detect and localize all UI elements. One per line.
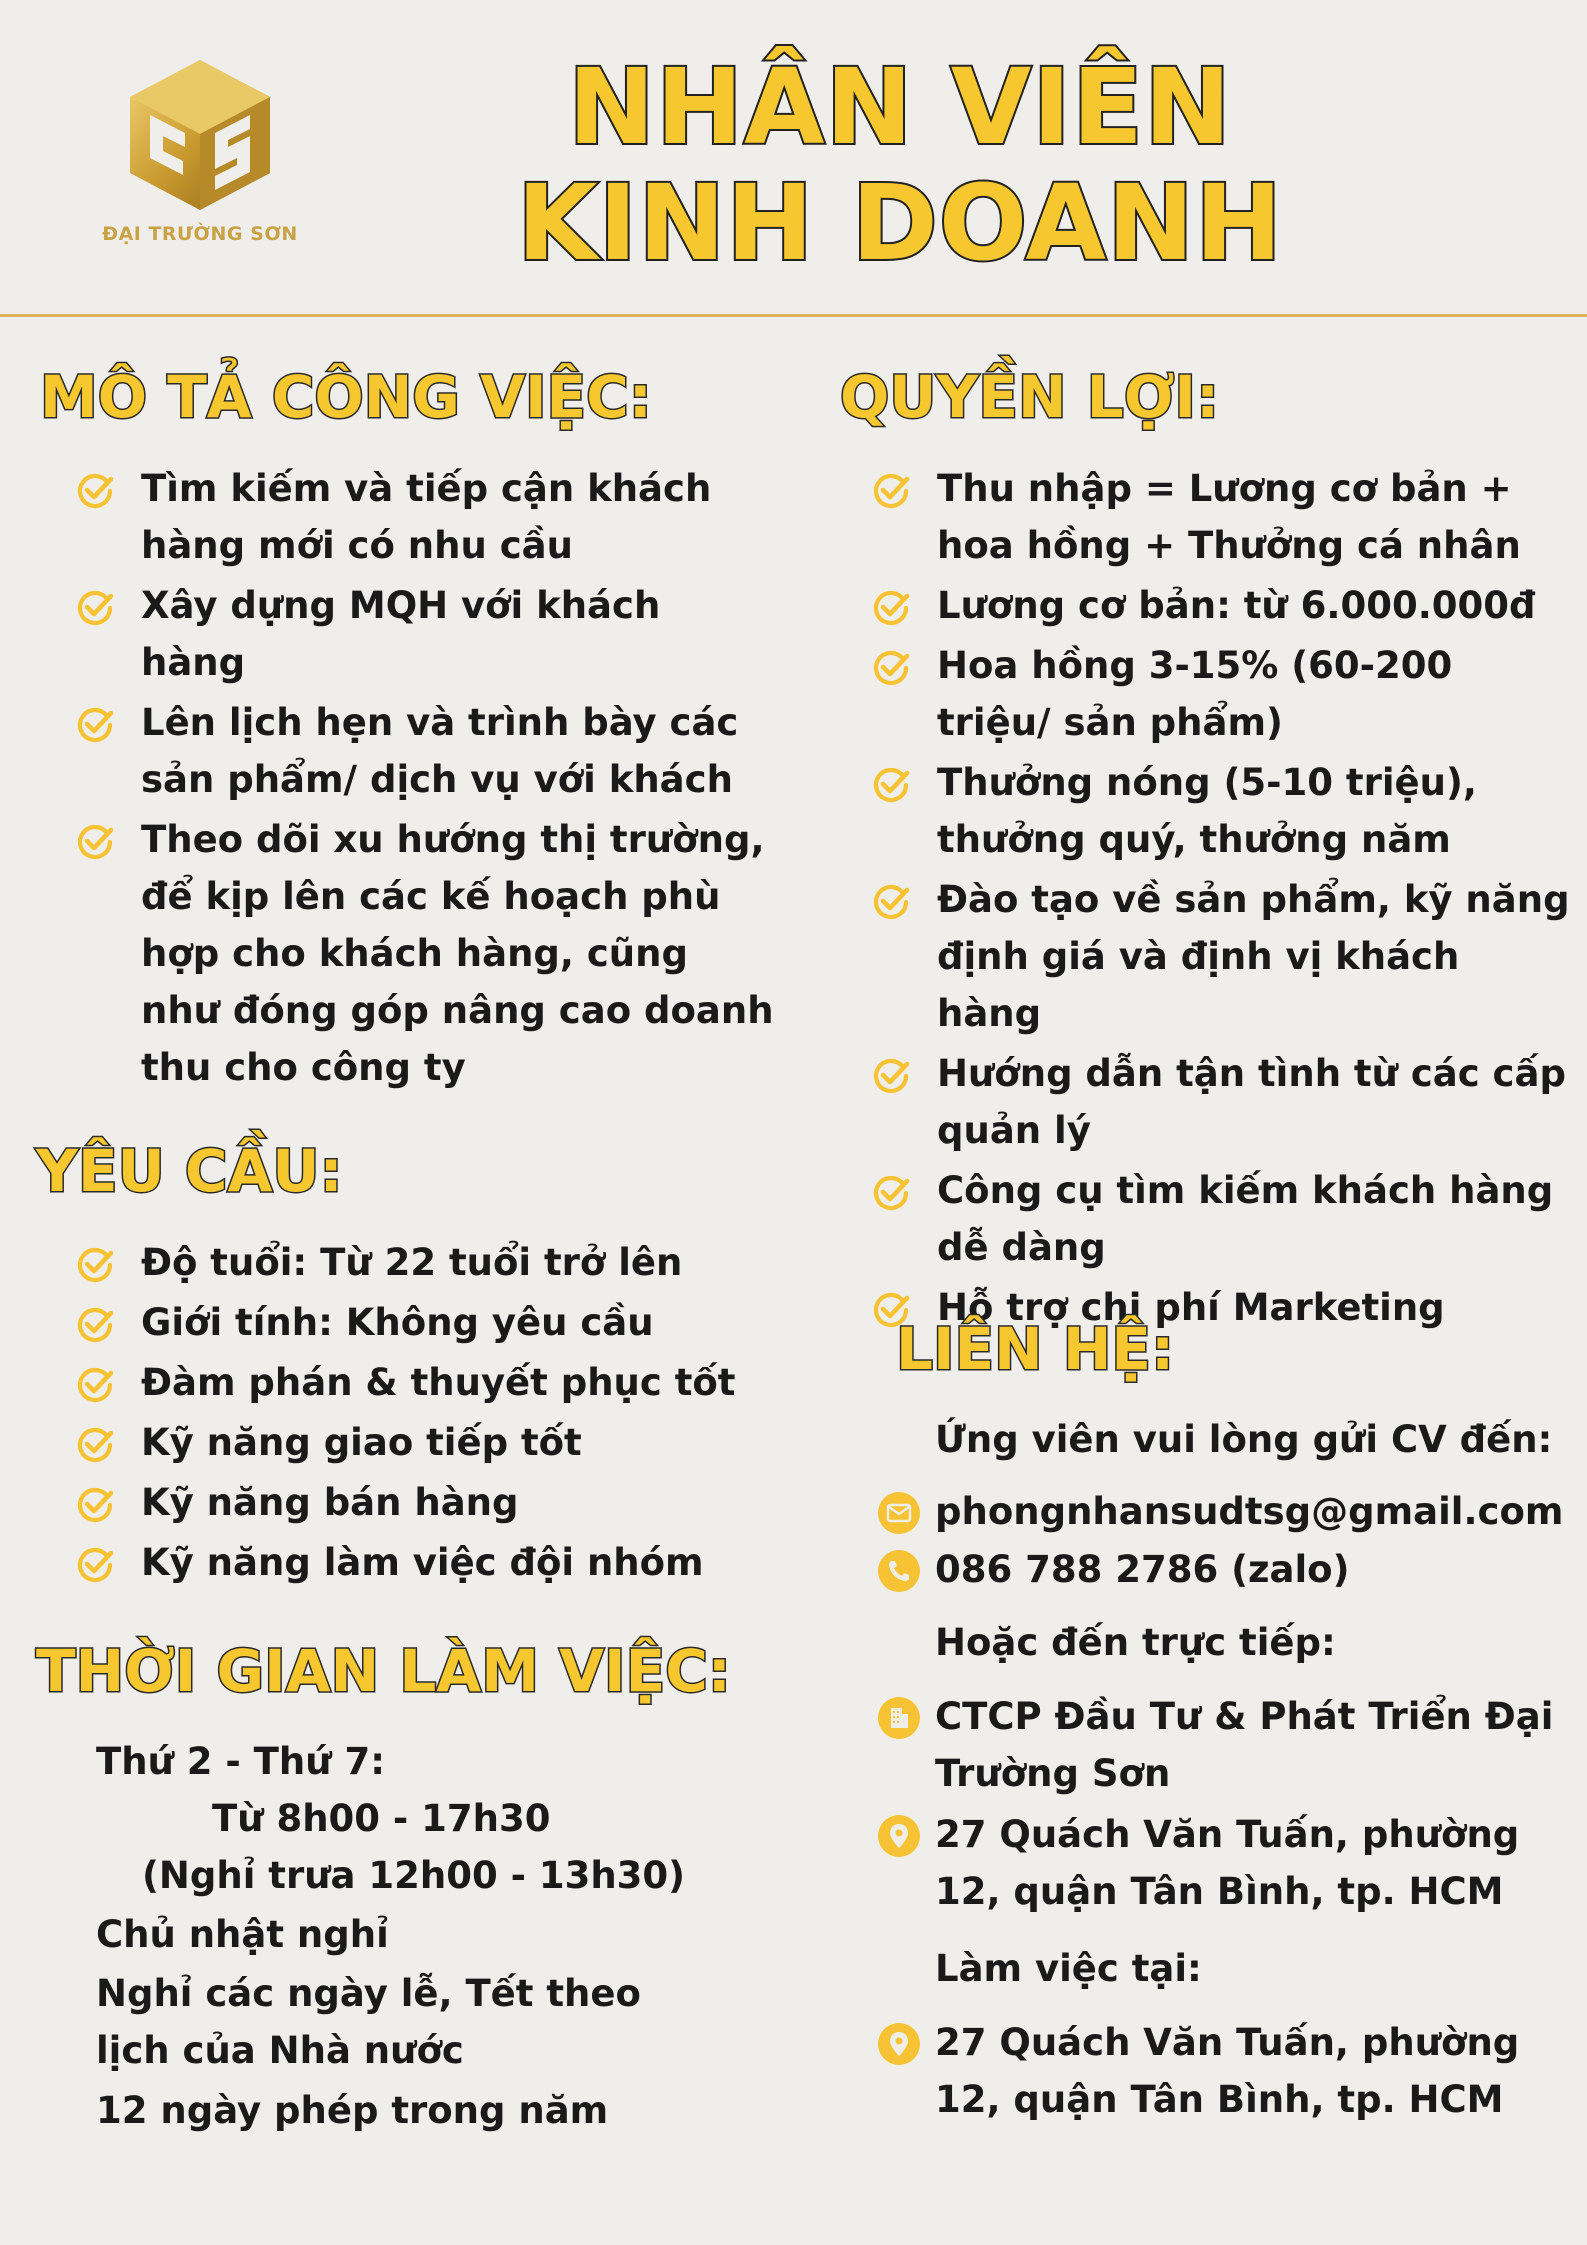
list-item: Đào tạo về sản phẩm, kỹ năng định giá và định vị khách hàng — [870, 871, 1570, 1042]
holidays-line2: lịch của Nhà nước — [96, 2029, 464, 2072]
logo-cube-icon — [125, 55, 275, 215]
office-address: 27 Quách Văn Tuấn, phường 12, quận Tân Bình, tp. HCM — [935, 1813, 1520, 1913]
location-pin-icon — [878, 1815, 920, 1857]
list-item: Đàm phán & thuyết phục tốt — [74, 1354, 794, 1411]
building-icon — [878, 1697, 920, 1739]
visit-intro: Hoặc đến trực tiếp: — [935, 1621, 1336, 1664]
check-icon — [74, 470, 116, 512]
mail-icon — [878, 1492, 920, 1534]
header-divider — [0, 314, 1587, 317]
job-description-heading: MÔ TẢ CÔNG VIỆC: — [40, 363, 652, 431]
check-icon — [74, 1244, 116, 1286]
company-name: CTCP Đầu Tư & Phát Triển Đại Trường Sơn — [935, 1695, 1554, 1795]
check-icon — [74, 1544, 116, 1586]
list-item: Giới tính: Không yêu cầu — [74, 1294, 794, 1351]
email-link[interactable]: phongnhansudtsg@gmail.com — [935, 1490, 1564, 1533]
holidays-line1: Nghỉ các ngày lễ, Tết theo — [96, 1972, 641, 2015]
list-item: Độ tuổi: Từ 22 tuổi trở lên — [74, 1234, 794, 1291]
list-item: Thu nhập = Lương cơ bản + hoa hồng + Thưởng cá nhân — [870, 460, 1570, 574]
list-item: Theo dõi xu hướng thị trường, để kịp lên các kế hoạch phù hợp cho khách hàng, cũng như đóng góp nâng cao doanh thu cho công ty — [74, 811, 774, 1096]
phone-number[interactable]: 086 788 2786 (zalo) — [935, 1548, 1350, 1591]
check-icon — [870, 647, 912, 689]
list-item: Kỹ năng giao tiếp tốt — [74, 1414, 794, 1471]
list-item: Hỗ trợ chi phí Marketing — [870, 1279, 1570, 1336]
check-icon — [74, 704, 116, 746]
page-title-line2: KINH DOANH — [516, 162, 1284, 284]
lunch-break: (Nghỉ trưa 12h00 - 13h30) — [142, 1854, 686, 1897]
check-icon — [74, 1484, 116, 1526]
list-item: Kỹ năng làm việc đội nhóm — [74, 1534, 794, 1591]
check-icon — [870, 881, 912, 923]
list-item: Hướng dẫn tận tình từ các cấp quản lý — [870, 1045, 1570, 1159]
workplace-intro: Làm việc tại: — [935, 1947, 1202, 1990]
list-item: Lương cơ bản: từ 6.000.000đ — [870, 577, 1570, 634]
contact-heading: LIÊN HỆ: — [896, 1315, 1175, 1383]
job-description-list — [74, 460, 774, 1099]
check-icon — [870, 470, 912, 512]
list-item: Công cụ tìm kiếm khách hàng dễ dàng — [870, 1162, 1570, 1276]
list-item: Hoa hồng 3-15% (60-200 triệu/ sản phẩm) — [870, 637, 1570, 751]
requirements-list — [74, 1234, 794, 1594]
list-item: Tìm kiếm và tiếp cận khách hàng mới có nhu cầu — [74, 460, 774, 574]
check-icon — [870, 1172, 912, 1214]
working-time-heading: THỜI GIAN LÀM VIỆC: — [36, 1637, 731, 1705]
location-pin-icon — [878, 2023, 920, 2065]
working-hours: Từ 8h00 - 17h30 — [212, 1797, 551, 1840]
check-icon — [74, 821, 116, 863]
annual-leave: 12 ngày phép trong năm — [96, 2089, 609, 2132]
logo-wordmark: ĐẠI TRƯỜNG SƠN — [102, 223, 298, 245]
company-logo — [90, 55, 310, 255]
check-icon — [870, 587, 912, 629]
requirements-heading: YÊU CẦU: — [36, 1137, 343, 1205]
check-icon — [74, 1424, 116, 1466]
list-item: Xây dựng MQH với khách hàng — [74, 577, 774, 691]
check-icon — [74, 1304, 116, 1346]
benefits-heading: QUYỀN LỢI: — [840, 363, 1220, 431]
phone-icon — [878, 1550, 920, 1592]
check-icon — [870, 1055, 912, 1097]
check-icon — [74, 1364, 116, 1406]
list-item: Kỹ năng bán hàng — [74, 1474, 794, 1531]
check-icon — [870, 764, 912, 806]
workplace-address: 27 Quách Văn Tuấn, phường 12, quận Tân Bình, tp. HCM — [935, 2021, 1520, 2121]
check-icon — [74, 587, 116, 629]
working-days: Thứ 2 - Thứ 7: — [96, 1740, 386, 1783]
list-item: Lên lịch hẹn và trình bày các sản phẩm/ dịch vụ với khách — [74, 694, 774, 808]
page-title-line1: NHÂN VIÊN — [567, 46, 1233, 168]
benefits-list — [870, 460, 1570, 1339]
sunday-off: Chủ nhật nghỉ — [96, 1913, 389, 1956]
contact-intro: Ứng viên vui lòng gửi CV đến: — [935, 1418, 1553, 1461]
list-item: Thưởng nóng (5-10 triệu), thưởng quý, thưởng năm — [870, 754, 1570, 868]
